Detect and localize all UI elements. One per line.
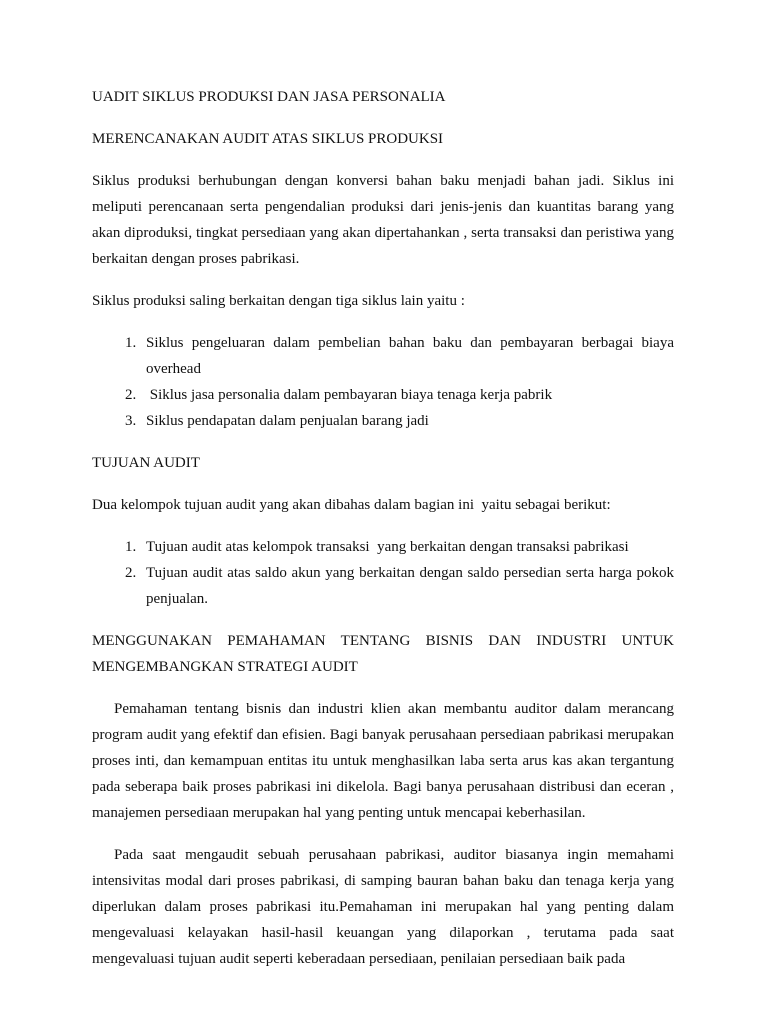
list-item: 1. Tujuan audit atas kelompok transaksi yang berkaitan dengan transaksi pabrikasi xyxy=(140,534,674,560)
section-heading-business-understanding: MENGGUNAKAN PEMAHAMAN TENTANG BISNIS DAN INDUSTRI UNTUK MENGEMBANGKAN STRATEGI AUDIT xyxy=(92,633,674,675)
audit-objectives-list xyxy=(92,534,674,612)
list-item: 2. Tujuan audit atas saldo akun yang berkaitan dengan saldo persedian serta harga pokok penjualan. xyxy=(140,560,674,612)
related-cycles-list xyxy=(92,330,674,434)
paragraph-manufacturing-audit: Pada saat mengaudit sebuah perusahaan pabrikasi, auditor biasanya ingin memahami intensivitas modal dari proses pabrikasi, di samping bauran bahan baku dan tenaga kerja yang diperlukan dalam proses pabrikasi itu.Pemahaman ini merupakan hal yang penting dalam mengevaluasi kelayakan hasil-hasil keuangan yang dilaporkan , terutama pada saat mengevaluasi tujuan audit seperti keberadaan persediaan, penilaian persediaan baik pada xyxy=(92,847,674,967)
section-heading-planning: MERENCANAKAN AUDIT ATAS SIKLUS PRODUKSI xyxy=(92,131,444,147)
paragraph-objective-groups: Dua kelompok tujuan audit yang akan dibahas dalam bagian ini yaitu sebagai berikut: xyxy=(92,497,611,513)
list-item: 1. Siklus pengeluaran dalam pembelian bahan baku dan pembayaran berbagai biaya overhead xyxy=(140,330,674,382)
document-page xyxy=(92,84,674,988)
list-item: 3. Siklus pendapatan dalam penjualan barang jadi xyxy=(140,408,674,434)
list-item: 2. Siklus jasa personalia dalam pembayaran biaya tenaga kerja pabrik xyxy=(140,382,674,408)
section-heading-audit-objectives: TUJUAN AUDIT xyxy=(92,455,200,471)
paragraph-business-understanding: Pemahaman tentang bisnis dan industri klien akan membantu auditor dalam merancang program audit yang efektif dan efisien. Bagi banyak perusahaan persediaan pabrikasi merupakan proses inti, dan kemampuan entitas itu untuk menghasilkan laba serta arus kas akan tergantung pada seberapa baik proses pabrikasi ini dikelola. Bagi banya perusahaan distribusi dan eceran , manajemen persediaan merupakan hal yang penting untuk mencapai keberhasilan. xyxy=(92,701,674,821)
paragraph-related-cycles: Siklus produksi saling berkaitan dengan tiga siklus lain yaitu : xyxy=(92,293,465,309)
document-title: UADIT SIKLUS PRODUKSI DAN JASA PERSONALIA xyxy=(92,89,446,105)
paragraph-production-cycle: Siklus produksi berhubungan dengan konversi bahan baku menjadi bahan jadi. Siklus ini meliputi perencanaan serta pengendalian produksi dari jenis-jenis dan kuantitas barang yang akan diproduksi, tingkat persediaan yang akan dipertahankan , serta transaksi dan peristiwa yang berkaitan dengan proses pabrikasi. xyxy=(92,173,674,267)
